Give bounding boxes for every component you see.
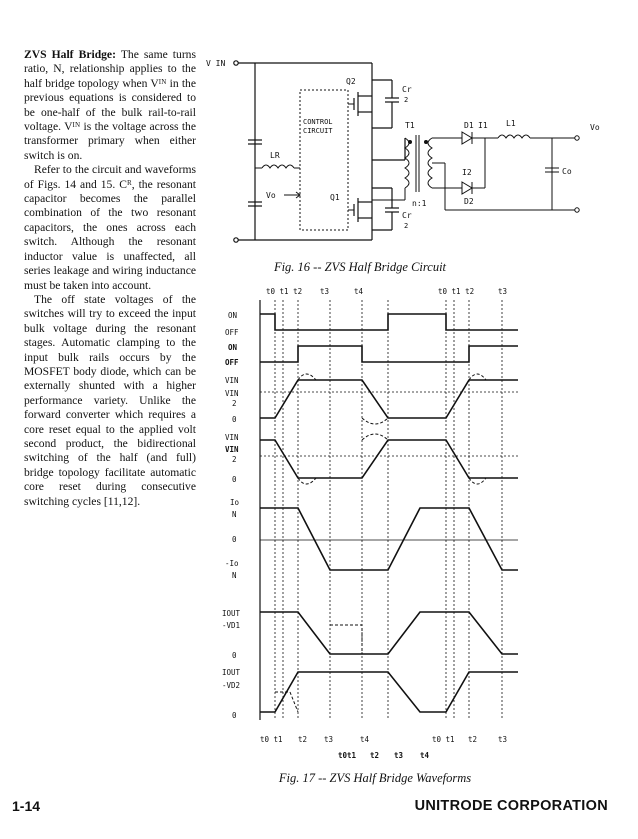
- label-io-a: Io: [230, 498, 240, 507]
- label-cr-bot-sub: 2: [404, 222, 409, 230]
- paragraph-2: Refer to the circuit and waveforms of Figs. 14 and 15. Cᴿ, the resonant capacitor becomes the parallel combination of the two resonant capacitors, the ones across each switch. Although the resonant inductor value is unaffected, all series leakage and wiring inductance must be taken into account.: [24, 163, 196, 292]
- label-i2: I2: [462, 168, 472, 177]
- bottom-time-7: t3: [498, 735, 508, 744]
- waveform-gate-1: [260, 314, 518, 330]
- label-vo-out: Vo: [590, 123, 600, 132]
- bottom-time-4: t4: [360, 735, 370, 744]
- label-zero-a: 0: [232, 415, 237, 424]
- label-q2: Q2: [346, 77, 356, 86]
- waveform-current-1: [260, 508, 518, 570]
- label-vd1: -VD1: [222, 621, 241, 630]
- paragraph-1-text: The same turns ratio, N, relationship applies to the half bridge topology when Vᴵᴺ in the previous equations is considered to be one-half of the bulk rail-to-rail voltage. Vᴵᴺ is the voltage across the transformer primary when either switch is on.: [24, 48, 196, 162]
- waveform-vd2: [260, 672, 518, 712]
- waveform-gate-2: [260, 346, 518, 362]
- paragraph-lead: ZVS Half Bridge:: [24, 48, 116, 61]
- label-zero-d: 0: [232, 651, 237, 660]
- waveform-vd1: [260, 612, 518, 654]
- label-n-b: N: [232, 571, 237, 580]
- bottom-time-3: t3: [324, 735, 334, 744]
- paragraph-3: The off state voltages of the switches will try to exceed the input bulk voltage during the resonant stages. Automatic clamping to the input bulk rails occurs by the MOSFET body diode, which can be externally shunted with a higher performance variety. Unlike the forward converter which requires a core reset equal to the applied volt second product, the bidirectional switching of the half (and full) bridge topology facilitate automatic core reset during consecutive switching cycles [11,12].: [24, 292, 196, 508]
- label-io-b: -Io: [225, 559, 239, 568]
- bottom-time-6: t2: [468, 735, 478, 744]
- label-cr-bot: Cr: [402, 211, 412, 220]
- fig17-caption: Fig. 17 -- ZVS Half Bridge Waveforms: [278, 771, 472, 785]
- top-time-4: t0 t1 t2: [438, 287, 475, 296]
- body-text-column: [24, 48, 196, 509]
- waveform-vds-1: [260, 380, 518, 418]
- label-d2: D2: [464, 197, 474, 206]
- label-on-1: ON: [228, 311, 238, 320]
- bottom-time-b1: t0t1: [338, 751, 357, 760]
- top-time-2: t3: [320, 287, 330, 296]
- company-name: UNITRODE CORPORATION: [414, 798, 608, 814]
- label-zero-e: 0: [232, 711, 237, 720]
- label-vin-a: VIN: [225, 376, 239, 385]
- label-co: Co: [562, 167, 572, 176]
- fig16-circuit: [200, 40, 638, 260]
- fig16-caption: Fig. 16 -- ZVS Half Bridge Circuit: [273, 260, 447, 274]
- label-cr-top: Cr: [402, 85, 412, 94]
- label-ratio: n:1: [412, 199, 427, 208]
- paragraph-1: [24, 48, 196, 163]
- bottom-time-b2: t2: [370, 751, 380, 760]
- label-control-1: CONTROL: [303, 118, 333, 126]
- label-vo-feedback: Vo: [266, 191, 276, 200]
- label-control-2: CIRCUIT: [303, 127, 333, 135]
- label-cr-top-sub: 2: [404, 96, 409, 104]
- page-number: 1-14: [12, 798, 41, 814]
- label-vin2-b: VIN: [225, 445, 239, 454]
- label-zero-c: 0: [232, 535, 237, 544]
- top-time-1: t0 t1 t2: [266, 287, 303, 296]
- label-vin-b: VIN: [225, 433, 239, 442]
- label-n-a: N: [232, 510, 237, 519]
- label-l1: L1: [506, 119, 516, 128]
- fig17-waveforms: [220, 280, 520, 770]
- label-off-2: OFF: [225, 358, 239, 367]
- label-two-b: 2: [232, 455, 237, 464]
- label-two-a: 2: [232, 399, 237, 408]
- waveform-vds-2: [260, 440, 518, 478]
- label-iout-a: IOUT: [222, 609, 241, 618]
- label-q1: Q1: [330, 193, 340, 202]
- label-d1: D1: [464, 121, 474, 130]
- bottom-time-b3: t3: [394, 751, 404, 760]
- label-lr: LR: [270, 151, 280, 160]
- label-vin2-a: VIN: [225, 389, 239, 398]
- bottom-time-5: t0 t1: [432, 735, 455, 744]
- label-vd2: -VD2: [222, 681, 241, 690]
- bottom-time-1: t0 t1: [260, 735, 283, 744]
- top-time-3: t4: [354, 287, 364, 296]
- label-off-1: OFF: [225, 328, 239, 337]
- label-i1: I1: [478, 121, 488, 130]
- label-vin: V IN: [206, 59, 226, 68]
- label-iout-b: IOUT: [222, 668, 241, 677]
- top-time-5: t3: [498, 287, 508, 296]
- label-on-2: ON: [228, 343, 238, 352]
- label-t1: T1: [405, 121, 415, 130]
- label-zero-b: 0: [232, 475, 237, 484]
- bottom-time-b4: t4: [420, 751, 430, 760]
- bottom-time-2: t2: [298, 735, 308, 744]
